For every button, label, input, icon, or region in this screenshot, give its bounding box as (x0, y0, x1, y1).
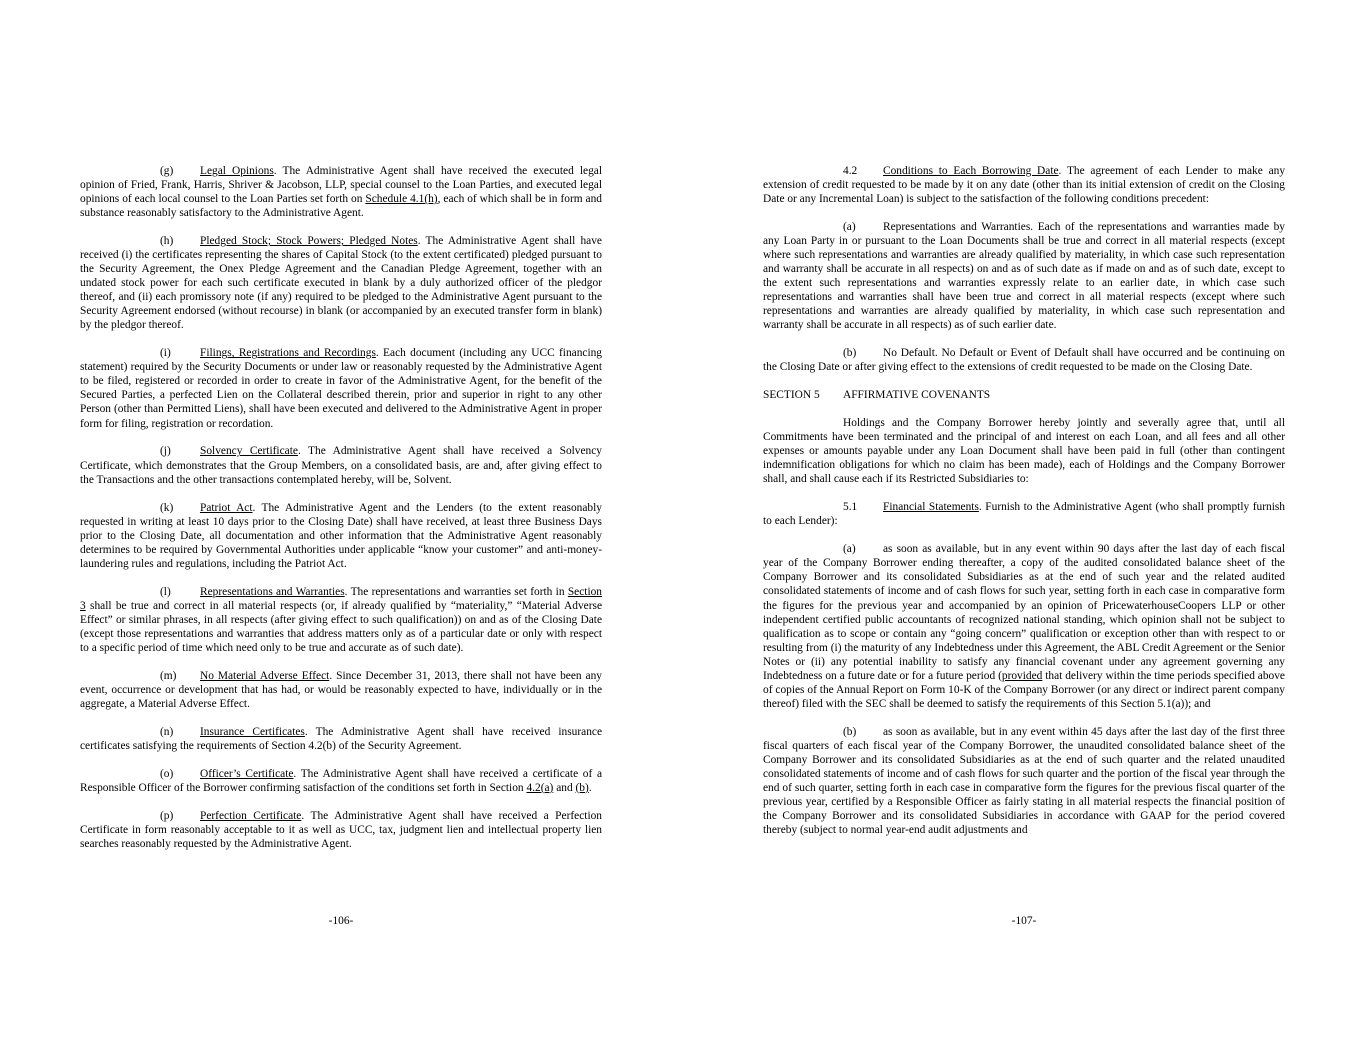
heading-officers-certificate: Officer’s Certificate (200, 767, 294, 780)
paragraph-p: (p) Perfection Certificate. The Administrative Agent shall have received a Perfection Certificate in form reasonably acceptable to it as well as UCC, tax, judgment lien and intellectual property lien searches reasonably requested by the Administrative Agent. (80, 809, 602, 850)
heading-pledged-stock: Pledged Stock; Stock Powers; Pledged Notes (200, 235, 418, 248)
heading-patriot-act: Patriot Act (200, 501, 253, 514)
heading-perfection: Perfection Certificate (200, 809, 302, 822)
paragraph-4-2b: (b) No Default. No Default or Event of Default shall have occurred and be continuing on the Closing Date or after giving effect to the extensions of credit requested to be made on the Closing Date. (763, 347, 1285, 374)
heading-representations: Representations and Warranties (200, 585, 345, 598)
page-number-left: -106- (328, 915, 354, 927)
paragraph-covenants-intro: Holdings and the Company Borrower hereby jointly and severally agree that, until all Commitments have been terminated and the principal of and interest on each Loan, and all fees and all other expenses or amounts payable under any Loan Document shall have been paid in full (other than contingent indemnification obligations for which no claim has been made), each of Holdings and the Company Borrower shall, and shall cause each if its Restricted Subsidiaries to: (763, 417, 1285, 486)
schedule-link[interactable]: Schedule 4.1(h) (365, 193, 438, 206)
paragraph-4-2: 4.2 Conditions to Each Borrowing Date. The agreement of each Lender to make any extension of credit requested to be made by it on any date (other than its initial extension of credit on the Closing Date or any Incremental Loan) is subject to the satisfaction of the following conditions precedent: (763, 165, 1286, 206)
paragraph-g: (g) Legal Opinions. The Administrative Agent shall have received the executed legal opinion of Fried, Frank, Harris, Shriver & Jacobson, LLP, special counsel to the Loan Parties, and executed legal opinions of each local counsel to the Loan Parties set forth on Schedule 4.1(h), each of which shall be in form and substance reasonably satisfactory to the Administrative Agent. (80, 165, 603, 220)
paragraph-m: (m) No Material Adverse Effect. Since December 31, 2013, there shall not have been any event, occurrence or development that has had, or would be reasonably expected to have, individually or in the aggregate, a Material Adverse Effect. (80, 669, 602, 710)
heading-conditions: Conditions to Each Borrowing Date (883, 165, 1059, 177)
paragraph-k: (k) Patriot Act. The Administrative Agent and the Lenders (to the extent reasonably requested in writing at least 10 days prior to the Closing Date) shall have received, at least three Business Days prior to the Closing Date, all documentation and other information that the Administrative Agent reasonably determines to be required by Governmental Authorities under applicable “know your customer” and anti-money-laundering rules and regulations, including the Patriot Act. (80, 501, 602, 570)
section-4-2a-link[interactable]: 4.2(a) (526, 781, 554, 794)
page-number-right: -107- (1011, 915, 1037, 927)
provided-term: provided (1001, 669, 1043, 682)
heading-filings: Filings, Registrations and Recordings (200, 347, 376, 360)
heading-financial-statements: Financial Statements (883, 501, 979, 514)
paragraph-n: (n) Insurance Certificates. The Administrative Agent shall have received insurance certificates satisfying the requirements of Section 4.2(b) of the Security Agreement. (80, 725, 602, 752)
paragraph-5-1a: (a) as soon as available, but in any event within 90 days after the last day of each fiscal year of the Company Borrower ending thereafter, a copy of the audited consolidated balance sheet of the Company Borrower and its consolidated Subsidiaries as at the end of such year and the related audited consolidated statements of income and of cash flows for such year, setting forth in each case in comparative form the figures for the previous year and accompanied by an opinion of PricewaterhouseCoopers LLP or other independent certified public accountants of recognized national standing, which opinion shall not be subject to qualification as to scope or contain any “going concern” qualification or exception other than with respect to or resulting from (i) the maturity of any Indebtedness under this Agreement, the ABL Credit Agreement or the Senior Notes or (ii) any potential inability to satisfy any financial covenant under any agreement governing any Indebtedness on a future date or for a future period (provided that delivery within the time periods specified above of copies of the Annual Report on Form 10-K of the Company Borrower (or any direct or indirect parent company thereof) filed with the SEC shall be deemed to satisfy the requirements of this Section 5.1(a)); and (763, 543, 1285, 710)
paragraph-i: (i) Filings, Registrations and Recordings. Each document (including any UCC financing statement) required by the Security Documents or under law or reasonably requested by the Administrative Agent to be filed, registered or recorded in order to create in favor of the Administrative Agent, for the benefit of the Secured Parties, a perfected Lien on the Collateral described therein, prior and superior in right to any other Person (other than Permitted Liens), shall have been executed and delivered to the Administrative Agent in proper form for filing, registration or recordation. (80, 347, 602, 430)
paragraph-5-1b: (b) as soon as available, but in any event within 45 days after the last day of the first three fiscal quarters of each fiscal year of the Company Borrower, the unaudited consolidated balance sheet of the Company Borrower and its consolidated Subsidiaries as at the end of such quarter and the related unaudited consolidated statements of income and of cash flows for such quarter and the portion of the fiscal year through the end of such quarter, setting forth in each case in comparative form the figures for the previous fiscal quarter of the previous year, certified by a Responsible Officer as fairly stating in all material respects the financial position of the Company Borrower and its consolidated Subsidiaries in accordance with GAAP for the period covered thereby (subject to normal year-end audit adjustments and (763, 725, 1285, 837)
paragraph-l: (l) Representations and Warranties. The representations and warranties set forth in Section 3 shall be true and correct in all material respects (or, if already qualified by “materiality,” “Material Adverse Effect” or similar phrases, in all respects (after giving effect to such qualification)) on and as of the Closing Date (except those representations and warranties that address matters only as of a particular date or only with respect to a specific period of time which need only to be true and accurate as of such date). (80, 585, 602, 654)
right-page (763, 164, 1285, 851)
paragraph-4-2a: (a) Representations and Warranties. Each of the representations and warranties made by any Loan Party in or pursuant to the Loan Documents shall be true and correct in all material respects (except where such representations and warranties are already qualified by materiality, in which case such representation and warranty shall be accurate in all respects) on and as of such date as if made on and as of such date, except to the extent such representations and warranties expressly relate to an earlier date, in which case such representations and warranties shall have been true and correct in all material respects (except where such representations and warranties are already qualified by materiality, in which case such representation and warranty shall be accurate in all respects) as of such earlier date. (763, 221, 1285, 332)
paragraph-h: (h) Pledged Stock; Stock Powers; Pledged Notes. The Administrative Agent shall have received (i) the certificates representing the shares of Capital Stock (to the extent certificated) pledged pursuant to the Security Agreement, the Onex Pledge Agreement and the Canadian Pledge Agreement, together with an undated stock power for each such certificate executed in blank by a duly authorized officer of the pledgor thereof, and (ii) each promissory note (if any) required to be pledged to the Administrative Agent pursuant to the Security Agreement endorsed (without recourse) in blank (or accompanied by an executed transfer form in blank) by the pledgor thereof. (80, 235, 602, 332)
heading-legal-opinions: Legal Opinions (200, 165, 274, 177)
paragraph-5-1: 5.1 Financial Statements. Furnish to the Administrative Agent (who shall promptly furnish to each Lender): (763, 501, 1285, 528)
heading-no-mae: No Material Adverse Effect (200, 669, 330, 682)
section-b-link[interactable]: (b) (575, 781, 589, 794)
heading-insurance: Insurance Certificates (200, 725, 305, 738)
section-5-heading: SECTION 5 AFFIRMATIVE COVENANTS (763, 389, 991, 402)
paragraph-j: (j) Solvency Certificate. The Administrative Agent shall have received a Solvency Certificate, which demonstrates that the Group Members, on a consolidated basis, are and, after giving effect to the Transactions and the other transactions contemplated hereby, will be, Solvent. (80, 445, 603, 486)
left-page (80, 164, 602, 865)
paragraph-o: (o) Officer’s Certificate. The Administrative Agent shall have received a certificate of a Responsible Officer of the Borrower confirming satisfaction of the conditions set forth in Section 4.2(a) and (b). (80, 767, 602, 794)
heading-solvency: Solvency Certificate (200, 445, 298, 458)
section-link[interactable]: Section 3 (80, 585, 602, 612)
